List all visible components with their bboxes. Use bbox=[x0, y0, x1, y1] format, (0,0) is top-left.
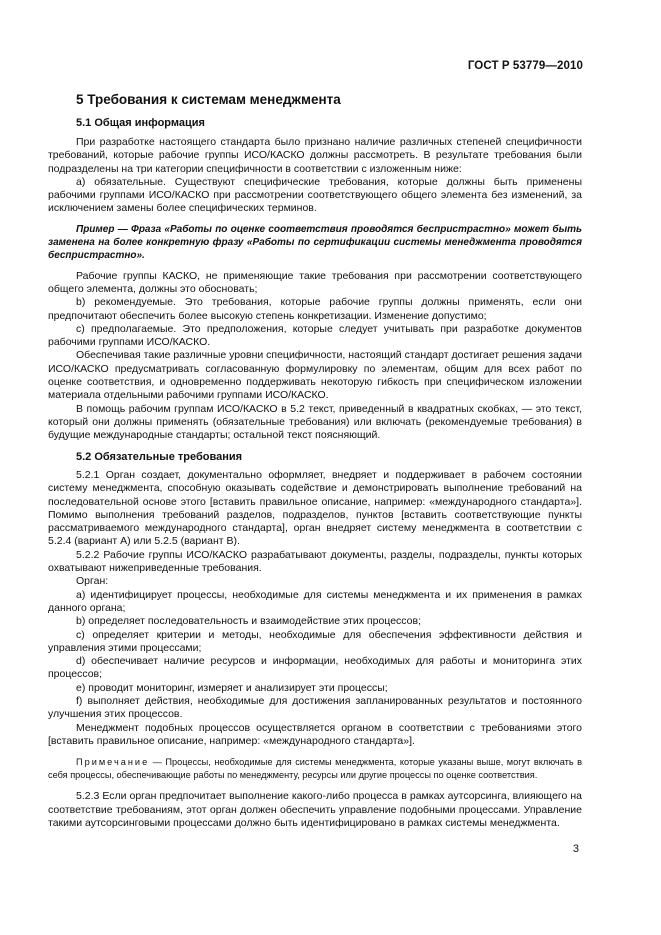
paragraph: Менеджмент подобных процессов осуществляется органом в соответствии с требованиями этого [вставить правильное описание, например: «международного стандарта»]. bbox=[48, 721, 582, 747]
list-item: b) определяет последовательность и взаимодействие этих процессов; bbox=[76, 615, 421, 628]
page-number: 3 bbox=[572, 843, 579, 855]
paragraph: В помощь рабочим группам ИСО/КАСКО в 5.2 текст, приведенный в квадратных скобках, — это текст, который они должны применять (обязательные требования) или включать (рекомендуемые требования) в будущие международные стандарты; остальной текст поясняющий. bbox=[48, 402, 582, 442]
note-paragraph bbox=[48, 756, 582, 782]
paragraph: b) рекомендуемые. Это требования, которые рабочие группы должны применять, если они предпочитают обеспечить более высокую степень конкретизации. Изменение допустимо; bbox=[48, 296, 582, 322]
paragraph: Орган: bbox=[76, 575, 109, 588]
document-number-header: ГОСТ Р 53779—2010 bbox=[467, 60, 583, 72]
paragraph: c) предполагаемые. Это предположения, которые следует учитывать при разработке документов рабочими группами ИСО/КАСКО. bbox=[48, 322, 582, 349]
paragraph: 5.2.3 Если орган предпочитает выполнение какого-либо процесса в рамках аутсорсинга, влияющего на соответствие требованиям, этот орган должен обеспечить управление подобными процессами. Управление такими аутсорсинговыми процессами должно быть идентифицировано в рамках системы менеджмента. bbox=[48, 790, 582, 829]
paragraph: a) обязательные. Существуют специфические требования, которые должны быть применены рабочими группами ИСО/КАСКО при рассмотрении соответствующего общего элемента без изменений, за исключением замены более специфических терминов. bbox=[48, 175, 582, 215]
section-title: 5 Требования к системам менеджмента bbox=[76, 92, 341, 107]
subsection-title-5-1: 5.1 Общая информация bbox=[76, 117, 205, 129]
list-item: a) идентифицирует процессы, необходимые для системы менеджмента и их применения в рамках данного органа; bbox=[48, 588, 582, 614]
paragraph: Обеспечивая такие различные уровни специфичности, настоящий стандарт достигает решения задачи ИСО/КАСКО предусматривать согласованную формулировку по элементам, общим для всех работ по оценке соответствия, и одновременно поддерживать некоторую гибкость при специфическом изложении материала отдельными рабочими группами ИСО/КАСКО. bbox=[48, 349, 582, 402]
note-text: — Процессы, необходимые для системы менеджмента, которые указаны выше, могут включать в себя процессы, обеспечивающие работы по менеджменту, ресурсы или другие процессы по оценке соответствия. bbox=[48, 757, 582, 781]
list-item: c) определяет критерии и методы, необходимые для обеспечения эффективности действия и управления этими процессами; bbox=[48, 628, 582, 654]
list-item: f) выполняет действия, необходимые для достижения запланированных результатов и постоянного улучшения этих процессов. bbox=[48, 695, 582, 721]
subsection-title-5-2: 5.2 Обязательные требования bbox=[76, 451, 243, 463]
paragraph: 5.2.1 Орган создает, документально оформляет, внедряет и поддерживает в рабочем состоянии систему менеджмента, способную оказывать содействие и демонстрировать выполнение требований на последовательной основе этого [вставить правильное описание, например: «международного стандарта»]. Помимо выполнения требований разделов, подразделов, пунктов [вставить соответствующие пункты рассматриваемого международного стандарта], орган внедряет систему менеджмента в соответствии с 5.2.4 (вариант А) или 5.2.5 (вариант В). bbox=[48, 469, 582, 548]
subsection-5-2-body bbox=[48, 469, 582, 830]
note-label: Примечание bbox=[76, 757, 150, 768]
paragraph: При разработке настоящего стандарта было признано наличие различных степеней специфичности требований, которые рабочие группы ИСО/КАСКО должны рассмотреть. В результате требования были подразделены на три категории специфичности в соответствии с изложенным ниже: bbox=[48, 136, 582, 175]
list-item: e) проводит мониторинг, измеряет и анализирует эти процессы; bbox=[76, 681, 388, 694]
list-item: d) обеспечивает наличие ресурсов и информации, необходимых для работы и мониторинга этих процессов; bbox=[48, 655, 582, 681]
paragraph: 5.2.2 Рабочие группы ИСО/КАСКО разрабатывают документы, разделы, подразделы, пункты которых охватывают нижеприведенные требования. bbox=[48, 548, 582, 575]
example-paragraph: Пример — Фраза «Работы по оценке соответствия проводятся беспристрастно» может быть заменена на более конкретную фразу «Работы по сертификации системы менеджмента проводятся беспристрастно». bbox=[48, 223, 582, 262]
paragraph: Рабочие группы КАСКО, не применяющие такие требования при рассмотрении соответствующего общего элемента, должны это обосновать; bbox=[48, 269, 582, 295]
subsection-5-1-body bbox=[48, 136, 582, 443]
